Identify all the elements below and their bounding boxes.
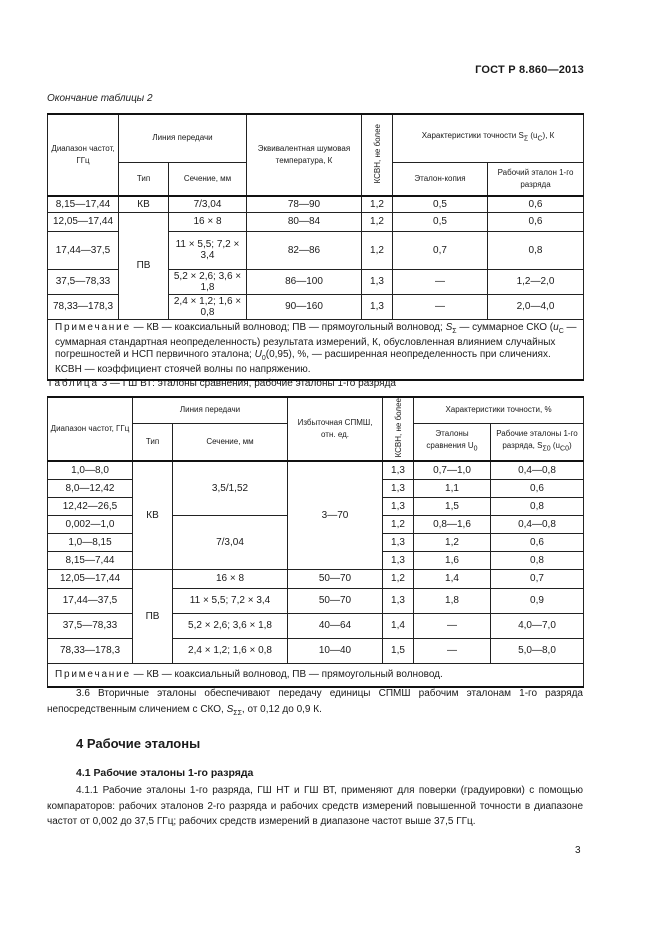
- cell-compare: 1,4: [414, 569, 491, 588]
- cell-section: 16 × 8: [173, 569, 288, 588]
- cell-working: 0,9: [491, 588, 584, 613]
- cell-kswn: 1,2: [383, 569, 414, 588]
- cell-spmsh: 50—70: [288, 569, 383, 588]
- cell-range: 1,0—8,15: [48, 533, 133, 551]
- table-row: [48, 196, 584, 212]
- cell-spmsh: 40—64: [288, 613, 383, 638]
- paragraph-4-1-1: 4.1.1 Рабочие эталоны 1-го разряда, ГШ НТ и ГШ ВТ, применяют для поверки (градуировки) с помощью компараторов: рабочих эталонов 2-го разряда и рабочих средств измерений повышенной точности в диапазоне частот от 0,002 до 37,5 ГГц; рабочих средств измерений в диапазоне частот выше 37,5 ГГц.: [47, 785, 583, 827]
- table-row: [48, 569, 584, 588]
- cell-working: 0,6: [491, 533, 584, 551]
- t3-head-spmsh: Избыточная СПМШ, отн. ед.: [288, 397, 383, 461]
- cell-copy: 0,7: [393, 231, 488, 269]
- cell-kswn: 1,2: [362, 231, 393, 269]
- cell-range: 12,42—26,5: [48, 497, 133, 515]
- cell-section: 7/3,04: [173, 515, 288, 569]
- cell-copy: 0,5: [393, 196, 488, 212]
- t2-head-temp: Эквивалентная шумовая температура, К: [247, 114, 362, 196]
- cell-kswn: 1,5: [383, 638, 414, 663]
- t2-head-kswn: КСВН, не более: [362, 114, 393, 196]
- t2-head-copy: Эталон-копия: [393, 162, 488, 196]
- table-row: [48, 638, 584, 663]
- table-row: [48, 613, 584, 638]
- table-row: [48, 461, 584, 479]
- table2-caption: Окончание таблицы 2: [47, 93, 153, 104]
- table2-note: Примечание — КВ — коаксиальный волновод; ПВ — прямоугольный волновод; $S_\Sigma$ — суммарное СКО ($u_C$ — суммарная стандартная неопределенность) результата измерений, К, обусловленная влиянием случайных погрешностей и НСП первичного эталона; $U_0(0,95)$, %, — расширенная неопределенность при сличениях. КСВН — коэффициент стоячей волны по напряжению.: [48, 319, 584, 380]
- cell-section: 7/3,04: [169, 196, 247, 212]
- cell-range: 1,0—8,0: [48, 461, 133, 479]
- cell-working: 0,4—0,8: [491, 515, 584, 533]
- cell-kswn: 1,4: [383, 613, 414, 638]
- table-row: [48, 588, 584, 613]
- page-number: 3: [575, 845, 581, 856]
- cell-section: 2,4 × 1,2; 1,6 × 0,8: [169, 294, 247, 319]
- t3-head-kswn: КСВН, не более: [383, 397, 414, 461]
- cell-working: 0,7: [491, 569, 584, 588]
- cell-working: 5,0—8,0: [491, 638, 584, 663]
- cell-range: 8,15—17,44: [48, 196, 119, 212]
- cell-kswn: 1,3: [383, 497, 414, 515]
- cell-temp: 82—86: [247, 231, 362, 269]
- cell-range: 37,5—78,33: [48, 613, 133, 638]
- cell-section: 11 × 5,5; 7,2 × 3,4: [169, 231, 247, 269]
- cell-compare: —: [414, 613, 491, 638]
- t2-head-working: Рабочий эталон 1-го разряда: [488, 162, 584, 196]
- cell-section: 5,2 × 2,6; 3,6 × 1,8: [169, 269, 247, 294]
- t3-head-type: Тип: [133, 423, 173, 461]
- cell-range: 78,33—178,3: [48, 294, 119, 319]
- cell-temp: 86—100: [247, 269, 362, 294]
- t3-head-range: Диапазон частот, ГГц: [48, 397, 133, 461]
- cell-section: 3,5/1,52: [173, 461, 288, 515]
- t3-head-compare: Эталоны сравнения $U_0$: [414, 423, 491, 461]
- cell-range: 12,05—17,44: [48, 212, 119, 231]
- table-2: [47, 113, 584, 381]
- section-4-heading: 4 Рабочие эталоны: [76, 736, 201, 751]
- cell-compare: 1,1: [414, 479, 491, 497]
- cell-type: ПВ: [119, 212, 169, 319]
- cell-kswn: 1,3: [362, 269, 393, 294]
- cell-working: 0,6: [491, 479, 584, 497]
- cell-kswn: 1,3: [383, 533, 414, 551]
- cell-kswn: 1,3: [383, 479, 414, 497]
- cell-working: 2,0—4,0: [488, 294, 584, 319]
- cell-kswn: 1,3: [383, 588, 414, 613]
- cell-compare: 1,2: [414, 533, 491, 551]
- t3-head-accuracy: Характеристики точности, %: [414, 397, 584, 423]
- table2-note-row: [48, 319, 584, 380]
- cell-spmsh: 10—40: [288, 638, 383, 663]
- t2-head-accuracy: Характеристики точности $S_\Sigma$ $(u_C)$, К: [393, 114, 584, 162]
- t2-head-type: Тип: [119, 162, 169, 196]
- cell-kswn: 1,2: [362, 196, 393, 212]
- cell-compare: 0,7—1,0: [414, 461, 491, 479]
- cell-range: 12,05—17,44: [48, 569, 133, 588]
- section-4-1-heading: 4.1 Рабочие эталоны 1-го разряда: [76, 767, 254, 779]
- cell-compare: 0,8—1,6: [414, 515, 491, 533]
- cell-working: 0,8: [491, 551, 584, 569]
- cell-range: 37,5—78,33: [48, 269, 119, 294]
- cell-range: 0,002—1,0: [48, 515, 133, 533]
- cell-working: 0,6: [488, 196, 584, 212]
- cell-range: 17,44—37,5: [48, 231, 119, 269]
- cell-copy: 0,5: [393, 212, 488, 231]
- table3-note: Примечание — КВ — коаксиальный волновод, ПВ — прямоугольный волновод.: [48, 663, 584, 687]
- cell-spmsh: 3—70: [288, 461, 383, 569]
- cell-copy: —: [393, 269, 488, 294]
- cell-kswn: 1,3: [383, 551, 414, 569]
- cell-kswn: 1,3: [362, 294, 393, 319]
- t2-head-section: Сечение, мм: [169, 162, 247, 196]
- cell-range: 8,0—12,42: [48, 479, 133, 497]
- cell-copy: —: [393, 294, 488, 319]
- cell-section: 5,2 × 2,6; 3,6 × 1,8: [173, 613, 288, 638]
- cell-kswn: 1,3: [383, 461, 414, 479]
- cell-temp: 90—160: [247, 294, 362, 319]
- cell-range: 78,33—178,3: [48, 638, 133, 663]
- table3-note-row: [48, 663, 584, 687]
- cell-working: 1,2—2,0: [488, 269, 584, 294]
- cell-compare: —: [414, 638, 491, 663]
- table-3: [47, 396, 584, 688]
- cell-working: 0,8: [488, 231, 584, 269]
- cell-temp: 80—84: [247, 212, 362, 231]
- cell-type: КВ: [133, 461, 173, 569]
- cell-compare: 1,6: [414, 551, 491, 569]
- t2-head-range: Диапазон частот, ГГц: [48, 114, 119, 196]
- cell-kswn: 1,2: [362, 212, 393, 231]
- cell-compare: 1,5: [414, 497, 491, 515]
- cell-section: 2,4 × 1,2; 1,6 × 0,8: [173, 638, 288, 663]
- cell-section: 11 × 5,5; 7,2 × 3,4: [173, 588, 288, 613]
- t3-head-section: Сечение, мм: [173, 423, 288, 461]
- t3-head-working: Рабочие эталоны 1-го разряда, $S_{\Sigma 0}$ $(u_{C0})$: [491, 423, 584, 461]
- table3-caption: Таблица 3 — ГШ ВТ: эталоны сравнения, рабочие эталоны 1-го разряда: [47, 378, 396, 389]
- cell-kswn: 1,2: [383, 515, 414, 533]
- table-row: [48, 212, 584, 231]
- paragraph-3-6: 3.6 Вторичные эталоны обеспечивают передачу единицы СПМШ рабочим эталонам 1-го разряда непосредственным сличением с СКО, $S_{\Sigma\Sigma}$, от 0,12 до 0,9 К.: [47, 688, 583, 717]
- cell-temp: 78—90: [247, 196, 362, 212]
- cell-working: 0,4—0,8: [491, 461, 584, 479]
- t3-head-line: Линия передачи: [133, 397, 288, 423]
- cell-range: 17,44—37,5: [48, 588, 133, 613]
- cell-working: 4,0—7,0: [491, 613, 584, 638]
- cell-spmsh: 50—70: [288, 588, 383, 613]
- cell-section: 16 × 8: [169, 212, 247, 231]
- cell-working: 0,6: [488, 212, 584, 231]
- cell-type: КВ: [119, 196, 169, 212]
- cell-working: 0,8: [491, 497, 584, 515]
- document-code: ГОСТ Р 8.860—2013: [475, 64, 584, 76]
- cell-compare: 1,8: [414, 588, 491, 613]
- cell-range: 8,15—7,44: [48, 551, 133, 569]
- cell-type: ПВ: [133, 569, 173, 663]
- t2-head-line: Линия передачи: [119, 114, 247, 162]
